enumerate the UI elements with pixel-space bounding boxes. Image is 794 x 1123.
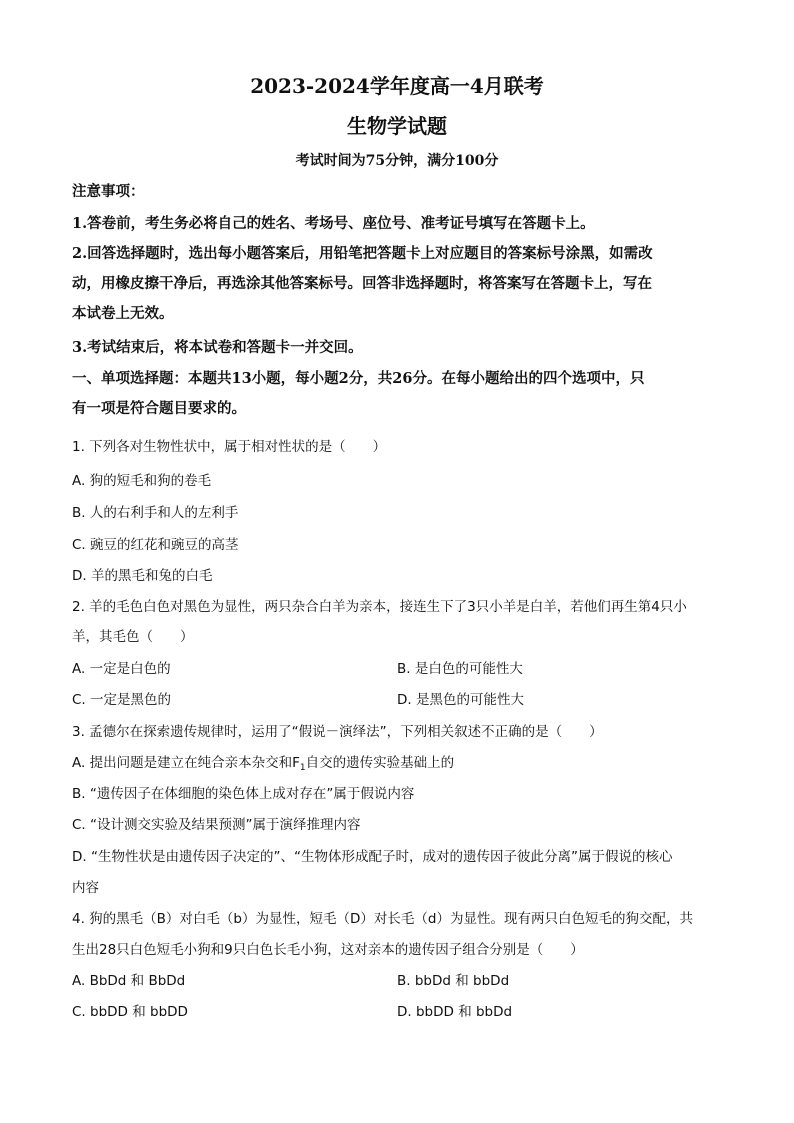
q4-option-b: B. bbDd 和 bbDd [397, 973, 510, 989]
section-heading-line-2: 有一项是符合题目要求的。 [72, 400, 246, 417]
q2-option-b: B. 是白色的可能性大 [397, 661, 523, 677]
notes-item-1: 1.答卷前，考生务必将自己的姓名、考场号、座位号、准考证号填写在答题卡上。 [72, 215, 595, 232]
q1-option-a: A. 狗的短毛和狗的卷毛 [72, 473, 212, 489]
q3-stem: 3. 孟德尔在探索遗传规律时，运用了“假说－演绎法”，下列相关叙述不正确的是（ ） [72, 724, 603, 740]
q3-option-b: B. “遗传因子在体细胞的染色体上成对存在”属于假说内容 [72, 786, 415, 802]
q3-option-a-post: 自交的遗传实验基础上的 [305, 755, 455, 771]
notes-item-3: 3.考试结束后，将本试卷和答题卡一并交回。 [72, 339, 363, 356]
q4-option-c: C. bbDD 和 bbDD [72, 1004, 188, 1020]
q4-option-d: D. bbDD 和 bbDd [397, 1004, 513, 1020]
q3-option-c: C. “设计测交实验及结果预测”属于演绎推理内容 [72, 817, 361, 833]
q1-option-d: D. 羊的黑毛和兔的白毛 [72, 568, 213, 584]
q2-option-c: C. 一定是黑色的 [72, 692, 172, 708]
q4-option-a: A. BbDd 和 BbDd [72, 973, 186, 989]
exam-info: 考试时间为75分钟，满分100分 [295, 153, 499, 169]
q1-option-c: C. 豌豆的红花和豌豆的高茎 [72, 537, 239, 553]
subject-title: 生物学试题 [347, 114, 447, 138]
notes-item-2-line-3: 本试卷上无效。 [72, 305, 174, 322]
q2-stem-line-2: 羊，其毛色（ ） [72, 629, 194, 645]
q2-option-d: D. 是黑色的可能性大 [397, 692, 524, 708]
q3-option-a-pre: A. 提出问题是建立在纯合亲本杂交和F [72, 755, 300, 771]
notes-heading: 注意事项： [72, 183, 145, 200]
section-heading-line-1: 一、单项选择题：本题共13小题，每小题2分，共26分。在每小题给出的四个选项中，只 [72, 370, 645, 387]
notes-item-2-line-1: 2.回答选择题时，选出每小题答案后，用铅笔把答题卡上对应题目的答案标号涂黑，如需改 [72, 245, 653, 262]
exam-title: 2023-2024学年度高一4月联考 [250, 74, 544, 98]
q3-option-a-subscript: 1 [299, 763, 306, 773]
q2-option-a: A. 一定是白色的 [72, 661, 171, 677]
q1-stem: 1. 下列各对生物性状中，属于相对性状的是（ ） [72, 439, 387, 455]
q1-option-b: B. 人的右利手和人的左利手 [72, 505, 239, 521]
q3-option-d-line-1: D. “生物性状是由遗传因子决定的”、“生物体形成配子时，成对的遗传因子彼此分离”属于假说的核心 [72, 849, 673, 865]
q4-stem-line-1: 4. 狗的黑毛（B）对白毛（b）为显性，短毛（D）对长毛（d）为显性。现有两只白色短毛的狗交配，共 [72, 911, 693, 927]
q3-option-d-line-2: 内容 [72, 880, 99, 896]
q4-stem-line-2: 生出28只白色短毛小狗和9只白色长毛小狗，这对亲本的遗传因子组合分别是（ ） [72, 942, 584, 958]
q2-stem-line-1: 2. 羊的毛色白色对黑色为显性，两只杂合白羊为亲本，接连生下了3只小羊是白羊，若他们再生第4只小 [72, 599, 687, 615]
notes-item-2-line-2: 动，用橡皮擦干净后，再选涂其他答案标号。回答非选择题时，将答案写在答题卡上，写在 [72, 275, 652, 292]
q3-option-a [72, 753, 722, 778]
